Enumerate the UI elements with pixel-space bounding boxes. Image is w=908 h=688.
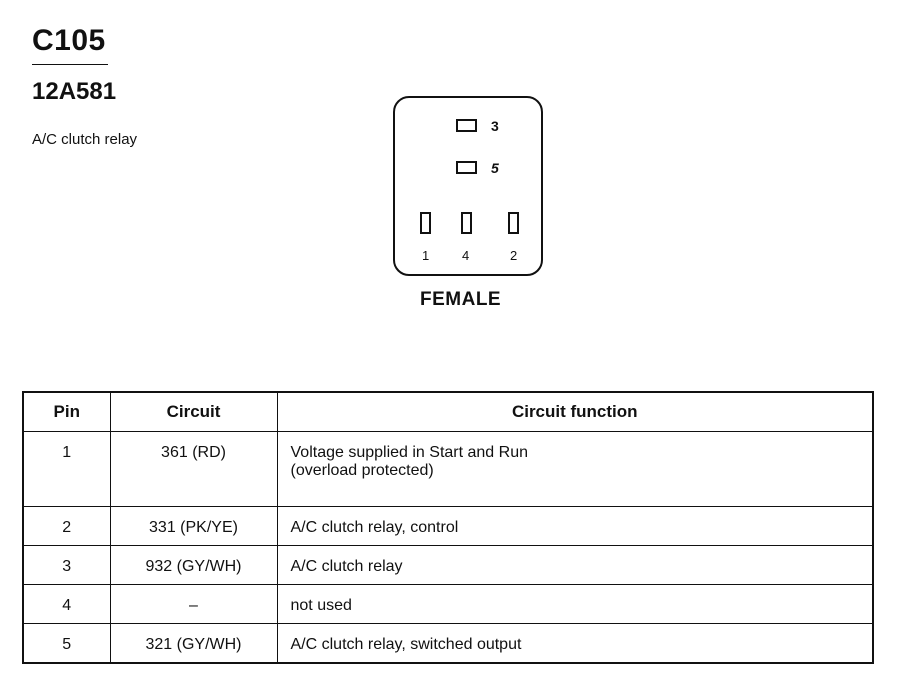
- table-row: [23, 624, 873, 664]
- table-row: [23, 432, 873, 507]
- header-function: Circuit function: [277, 392, 873, 432]
- cell-circuit: –: [110, 585, 277, 624]
- cell-function: [277, 432, 873, 507]
- pin-label-4: 4: [462, 248, 470, 263]
- cell-circuit: 321 (GY/WH): [110, 624, 277, 664]
- table-row: [23, 507, 873, 546]
- cavity-1: [420, 212, 431, 234]
- cavity-2: [508, 212, 519, 234]
- header-circuit: Circuit: [110, 392, 277, 432]
- pin-label-5: 5: [491, 160, 499, 176]
- title-underline: [32, 64, 108, 65]
- table-header-row: [23, 392, 873, 432]
- connector-description: A/C clutch relay: [32, 131, 138, 148]
- cell-pin: 3: [23, 546, 110, 585]
- cell-pin: 2: [23, 507, 110, 546]
- cavity-3: [456, 119, 477, 132]
- connector-face: [393, 96, 543, 276]
- pinout-table: [22, 391, 874, 664]
- pin-label-2: 2: [510, 248, 518, 263]
- function-line-1: Voltage supplied in Start and Run: [290, 444, 528, 461]
- cell-pin: 4: [23, 585, 110, 624]
- function-line-2: (overload protected): [290, 462, 434, 479]
- table-row: [23, 546, 873, 585]
- connector-gender-label: FEMALE: [420, 289, 502, 310]
- cell-pin: 1: [23, 432, 110, 507]
- header-pin: Pin: [23, 392, 110, 432]
- cell-circuit: 932 (GY/WH): [110, 546, 277, 585]
- connector-id: C105: [32, 24, 106, 57]
- cell-circuit: 331 (PK/YE): [110, 507, 277, 546]
- cell-function: A/C clutch relay, switched output: [277, 624, 873, 664]
- pin-label-1: 1: [422, 248, 430, 263]
- part-number: 12A581: [32, 78, 117, 105]
- pin-label-3: 3: [491, 118, 499, 134]
- cell-function: A/C clutch relay: [277, 546, 873, 585]
- table-row: [23, 585, 873, 624]
- cell-function: A/C clutch relay, control: [277, 507, 873, 546]
- cell-circuit: 361 (RD): [110, 432, 277, 507]
- cavity-5: [456, 161, 477, 174]
- cavity-4: [461, 212, 472, 234]
- cell-pin: 5: [23, 624, 110, 664]
- cell-function: not used: [277, 585, 873, 624]
